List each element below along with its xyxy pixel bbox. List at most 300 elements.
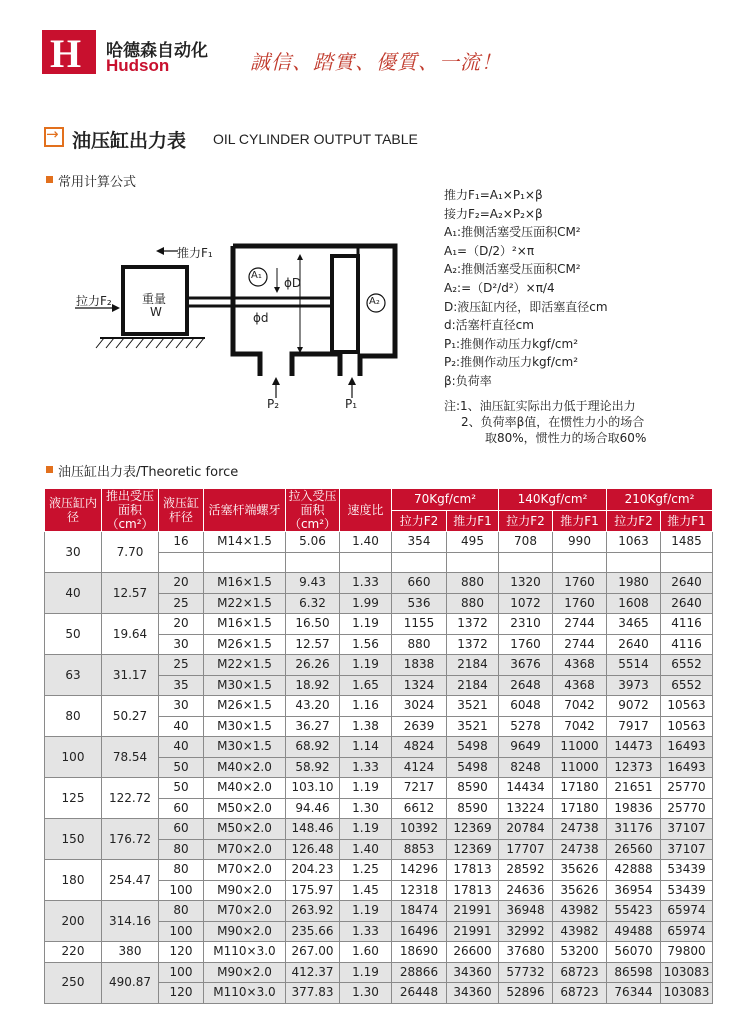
- cell-bore: 250: [45, 962, 102, 1003]
- table-cell: 36954: [607, 880, 661, 901]
- table-cell: 26560: [607, 839, 661, 860]
- table-cell: 43982: [553, 921, 607, 942]
- table-cell: 2184: [447, 675, 499, 696]
- table-cell: 17180: [553, 798, 607, 819]
- table-cell: 880: [447, 593, 499, 614]
- table-cell: M30×1.5: [204, 716, 286, 737]
- table-cell: 1320: [499, 573, 553, 594]
- table-cell: 36.27: [286, 716, 340, 737]
- table-cell: 55423: [607, 901, 661, 922]
- table-cell: 8590: [447, 778, 499, 799]
- table-cell: 58.92: [286, 757, 340, 778]
- table-cell: 3521: [447, 716, 499, 737]
- cell-bore: 100: [45, 737, 102, 778]
- table-cell: 24636: [499, 880, 553, 901]
- table-cell: 1.30: [340, 983, 392, 1004]
- table-cell: 880: [392, 634, 447, 655]
- formula-line: D:液压缸内径，即活塞直径cm: [444, 299, 608, 314]
- table-cell: 1072: [499, 593, 553, 614]
- table-cell: 17813: [447, 860, 499, 881]
- table-cell: 14296: [392, 860, 447, 881]
- table-cell: 18.92: [286, 675, 340, 696]
- formula-line: A₂:推侧活塞受压面积CM²: [444, 262, 581, 277]
- table-cell: M70×2.0: [204, 860, 286, 881]
- table-cell: 32992: [499, 921, 553, 942]
- formula-line: A₁=（D/2）²×π: [444, 243, 535, 258]
- area-a2-label: A₂: [369, 296, 380, 307]
- cell-push-area: 78.54: [102, 737, 159, 778]
- table-cell: M22×1.5: [204, 655, 286, 676]
- table-cell: 2744: [553, 634, 607, 655]
- table-cell: 495: [447, 532, 499, 553]
- table-cell: 25770: [661, 798, 713, 819]
- table-cell: 7042: [553, 696, 607, 717]
- table-cell: 53439: [661, 860, 713, 881]
- table-cell: 536: [392, 593, 447, 614]
- table-cell: 1.19: [340, 655, 392, 676]
- table-cell: 3676: [499, 655, 553, 676]
- table-cell: 34360: [447, 962, 499, 983]
- table-cell: 1.16: [340, 696, 392, 717]
- table-row: [45, 737, 713, 758]
- table-cell: [661, 552, 713, 573]
- table-cell: M16×1.5: [204, 573, 286, 594]
- cell-bore: 40: [45, 573, 102, 614]
- table-row: [45, 901, 713, 922]
- table-cell: [499, 552, 553, 573]
- table-cell: 16496: [392, 921, 447, 942]
- table-cell: 204.23: [286, 860, 340, 881]
- table-heading: 油压缸出力表/Theoretic force: [58, 465, 239, 480]
- table-cell: 80: [159, 839, 204, 860]
- table-cell: 8853: [392, 839, 447, 860]
- table-cell: 6.32: [286, 593, 340, 614]
- note-line: 2、负荷率β值，在惯性力小的场合: [461, 415, 645, 429]
- table-cell: 26.26: [286, 655, 340, 676]
- table-cell: 26600: [447, 942, 499, 963]
- bore-diameter-label: ϕD: [284, 276, 302, 290]
- table-cell: 103083: [661, 962, 713, 983]
- table-cell: 11000: [553, 757, 607, 778]
- table-cell: 18474: [392, 901, 447, 922]
- table-cell: 1372: [447, 634, 499, 655]
- cell-push-area: 7.70: [102, 532, 159, 573]
- table-cell: 28866: [392, 962, 447, 983]
- table-cell: 12373: [607, 757, 661, 778]
- table-cell: 60: [159, 798, 204, 819]
- formula-heading: 常用计算公式: [58, 175, 137, 190]
- table-cell: 126.48: [286, 839, 340, 860]
- header-210: 210Kgf/cm²: [607, 489, 713, 511]
- header-pull: 拉力F2: [392, 510, 447, 532]
- section-title-en: OIL CYLINDER OUTPUT TABLE: [213, 131, 418, 147]
- table-cell: 12318: [392, 880, 447, 901]
- cell-push-area: 19.64: [102, 614, 159, 655]
- table-cell: 21651: [607, 778, 661, 799]
- formula-line: 接力F₂=A₂×P₂×β: [444, 206, 543, 221]
- table-cell: [447, 552, 499, 573]
- cell-bore: 63: [45, 655, 102, 696]
- cell-push-area: 314.16: [102, 901, 159, 942]
- table-cell: [286, 552, 340, 573]
- table-cell: 50: [159, 778, 204, 799]
- table-cell: 57732: [499, 962, 553, 983]
- table-cell: 35626: [553, 860, 607, 881]
- table-row: [45, 573, 713, 594]
- table-cell: M16×1.5: [204, 614, 286, 635]
- formula-line: A₂:=（D²/d²）×π/4: [444, 280, 555, 295]
- table-cell: 12369: [447, 819, 499, 840]
- table-cell: 1.60: [340, 942, 392, 963]
- table-cell: 19836: [607, 798, 661, 819]
- table-cell: 6552: [661, 675, 713, 696]
- table-cell: 1.30: [340, 798, 392, 819]
- table-cell: 79800: [661, 942, 713, 963]
- cell-push-area: 176.72: [102, 819, 159, 860]
- table-cell: 263.92: [286, 901, 340, 922]
- area-a1-label: A₁: [251, 270, 262, 281]
- cell-push-area: 490.87: [102, 962, 159, 1003]
- pressure-p2-label: P₂: [267, 397, 280, 411]
- table-cell: 4824: [392, 737, 447, 758]
- table-row: [45, 942, 713, 963]
- output-table: [44, 488, 713, 1004]
- table-row: [45, 532, 713, 553]
- weight-label: 重量: [142, 292, 167, 306]
- table-cell: 13224: [499, 798, 553, 819]
- table-row: [45, 860, 713, 881]
- brand-name-cn: 哈德森自动化: [106, 41, 208, 61]
- cell-bore: 125: [45, 778, 102, 819]
- table-cell: 17180: [553, 778, 607, 799]
- table-cell: 1980: [607, 573, 661, 594]
- table-cell: 18690: [392, 942, 447, 963]
- formula-line: d:活塞杆直径cm: [444, 318, 534, 333]
- table-cell: 1.19: [340, 901, 392, 922]
- table-cell: 21991: [447, 901, 499, 922]
- table-cell: 5278: [499, 716, 553, 737]
- table-cell: M70×2.0: [204, 901, 286, 922]
- table-cell: 12.57: [286, 634, 340, 655]
- table-cell: 35: [159, 675, 204, 696]
- table-cell: 1.19: [340, 819, 392, 840]
- table-cell: 5498: [447, 737, 499, 758]
- table-cell: 28592: [499, 860, 553, 881]
- table-cell: M14×1.5: [204, 532, 286, 553]
- cell-push-area: 50.27: [102, 696, 159, 737]
- slogan: 誠信、踏實、優質、一流！: [250, 50, 502, 74]
- table-cell: 2640: [661, 593, 713, 614]
- table-cell: 4368: [553, 675, 607, 696]
- table-cell: 708: [499, 532, 553, 553]
- table-cell: M22×1.5: [204, 593, 286, 614]
- table-cell: [553, 552, 607, 573]
- table-cell: 52896: [499, 983, 553, 1004]
- table-cell: 24738: [553, 839, 607, 860]
- cell-push-area: 380: [102, 942, 159, 963]
- table-cell: 5.06: [286, 532, 340, 553]
- table-cell: 80: [159, 901, 204, 922]
- table-cell: 880: [447, 573, 499, 594]
- pull-force-label: 拉力F₂: [76, 294, 112, 308]
- table-cell: 49488: [607, 921, 661, 942]
- table-cell: 3024: [392, 696, 447, 717]
- table-cell: M26×1.5: [204, 634, 286, 655]
- cell-bore: 80: [45, 696, 102, 737]
- table-cell: 100: [159, 921, 204, 942]
- table-cell: 14473: [607, 737, 661, 758]
- cell-push-area: 31.17: [102, 655, 159, 696]
- section-arrow-icon: [44, 127, 64, 147]
- table-cell: 3973: [607, 675, 661, 696]
- table-cell: 26448: [392, 983, 447, 1004]
- formula-line: β:负荷率: [444, 373, 492, 388]
- header-ratio: 速度比: [340, 489, 392, 532]
- table-cell: 354: [392, 532, 447, 553]
- table-cell: 53200: [553, 942, 607, 963]
- cell-bore: 180: [45, 860, 102, 901]
- table-cell: 24738: [553, 819, 607, 840]
- table-cell: 6612: [392, 798, 447, 819]
- table-cell: 4368: [553, 655, 607, 676]
- table-cell: 10563: [661, 716, 713, 737]
- table-cell: 4116: [661, 614, 713, 635]
- table-cell: 120: [159, 983, 204, 1004]
- table-cell: 1.38: [340, 716, 392, 737]
- header-thread: 活塞杆端螺牙: [204, 489, 286, 532]
- table-cell: 8248: [499, 757, 553, 778]
- table-cell: 3465: [607, 614, 661, 635]
- table-cell: 103083: [661, 983, 713, 1004]
- cell-push-area: 122.72: [102, 778, 159, 819]
- table-cell: 25: [159, 655, 204, 676]
- table-cell: 30: [159, 696, 204, 717]
- table-cell: 43982: [553, 901, 607, 922]
- table-cell: 1608: [607, 593, 661, 614]
- table-cell: 1.45: [340, 880, 392, 901]
- table-cell: 16493: [661, 757, 713, 778]
- table-cell: 100: [159, 962, 204, 983]
- header-70: 70Kgf/cm²: [392, 489, 499, 511]
- table-cell: 1324: [392, 675, 447, 696]
- table-row: [45, 962, 713, 983]
- table-cell: 35626: [553, 880, 607, 901]
- table-cell: 42888: [607, 860, 661, 881]
- table-cell: 175.97: [286, 880, 340, 901]
- table-cell: M110×3.0: [204, 983, 286, 1004]
- table-cell: 16: [159, 532, 204, 553]
- table-cell: 36948: [499, 901, 553, 922]
- rod-diameter-label: ϕd: [253, 311, 269, 325]
- bullet-icon: [46, 466, 53, 473]
- note-line: 取80%，惯性力的场合取60%: [485, 431, 647, 445]
- table-cell: 1.40: [340, 532, 392, 553]
- table-cell: 8590: [447, 798, 499, 819]
- table-cell: 7042: [553, 716, 607, 737]
- table-cell: 1760: [553, 593, 607, 614]
- table-cell: 9072: [607, 696, 661, 717]
- table-cell: [340, 552, 392, 573]
- header-bore: 液压缸内径: [45, 489, 102, 532]
- table-cell: 40: [159, 716, 204, 737]
- brand-name-en: Hudson: [106, 56, 170, 75]
- table-cell: 68.92: [286, 737, 340, 758]
- table-cell: 120: [159, 942, 204, 963]
- table-cell: 1.25: [340, 860, 392, 881]
- header-push: 推力F1: [553, 510, 607, 532]
- table-cell: 76344: [607, 983, 661, 1004]
- push-force-label: 推力F₁: [177, 246, 213, 260]
- formula-line: P₂:推侧作动压力kgf/cm²: [444, 355, 579, 370]
- table-cell: 17813: [447, 880, 499, 901]
- table-cell: 5498: [447, 757, 499, 778]
- header-140: 140Kgf/cm²: [499, 489, 607, 511]
- header-push: 推力F1: [447, 510, 499, 532]
- table-cell: 1.14: [340, 737, 392, 758]
- table-cell: 21991: [447, 921, 499, 942]
- table-cell: M26×1.5: [204, 696, 286, 717]
- cell-push-area: 12.57: [102, 573, 159, 614]
- table-cell: 37107: [661, 819, 713, 840]
- table-cell: 1372: [447, 614, 499, 635]
- table-row: [45, 819, 713, 840]
- table-cell: 148.46: [286, 819, 340, 840]
- pressure-p1-label: P₁: [345, 397, 358, 411]
- table-cell: 30: [159, 634, 204, 655]
- table-cell: 1.19: [340, 962, 392, 983]
- table-cell: 50: [159, 757, 204, 778]
- table-cell: M30×1.5: [204, 737, 286, 758]
- table-cell: 86598: [607, 962, 661, 983]
- table-cell: 1.56: [340, 634, 392, 655]
- table-cell: 2310: [499, 614, 553, 635]
- table-cell: M50×2.0: [204, 819, 286, 840]
- table-row: [45, 696, 713, 717]
- table-cell: M110×3.0: [204, 942, 286, 963]
- table-cell: M90×2.0: [204, 880, 286, 901]
- table-cell: 56070: [607, 942, 661, 963]
- table-cell: 2639: [392, 716, 447, 737]
- table-row: [45, 655, 713, 676]
- table-cell: 1760: [499, 634, 553, 655]
- cell-bore: 220: [45, 942, 102, 963]
- table-cell: 31176: [607, 819, 661, 840]
- table-cell: 65974: [661, 921, 713, 942]
- table-cell: 990: [553, 532, 607, 553]
- table-cell: 53439: [661, 880, 713, 901]
- cell-bore: 50: [45, 614, 102, 655]
- table-cell: 1.40: [340, 839, 392, 860]
- table-cell: [392, 552, 447, 573]
- table-cell: 17707: [499, 839, 553, 860]
- formula-list: [444, 186, 608, 391]
- table-cell: [159, 552, 204, 573]
- table-cell: M40×2.0: [204, 757, 286, 778]
- table-cell: 6048: [499, 696, 553, 717]
- table-cell: 60: [159, 819, 204, 840]
- bullet-icon: [46, 176, 53, 183]
- table-cell: 25: [159, 593, 204, 614]
- section-title-cn: 油压缸出力表: [72, 130, 187, 152]
- table-cell: M90×2.0: [204, 921, 286, 942]
- table-cell: 3521: [447, 696, 499, 717]
- table-cell: 2640: [607, 634, 661, 655]
- table-cell: M30×1.5: [204, 675, 286, 696]
- header-pull: 拉力F2: [607, 510, 661, 532]
- table-cell: 37107: [661, 839, 713, 860]
- table-cell: 1063: [607, 532, 661, 553]
- header-push-area: 推出受压面积（cm²）: [102, 489, 159, 532]
- cell-bore: 30: [45, 532, 102, 573]
- table-cell: 4116: [661, 634, 713, 655]
- table-cell: 1838: [392, 655, 447, 676]
- weight-symbol: W: [150, 305, 162, 319]
- table-cell: 267.00: [286, 942, 340, 963]
- table-cell: 12369: [447, 839, 499, 860]
- table-cell: 20: [159, 614, 204, 635]
- table-cell: 20784: [499, 819, 553, 840]
- table-cell: 1.99: [340, 593, 392, 614]
- table-cell: 1485: [661, 532, 713, 553]
- table-cell: [607, 552, 661, 573]
- header-rod: 液压缸杆径: [159, 489, 204, 532]
- table-cell: 5514: [607, 655, 661, 676]
- table-cell: 2648: [499, 675, 553, 696]
- table-cell: 14434: [499, 778, 553, 799]
- table-cell: 10563: [661, 696, 713, 717]
- table-cell: 100: [159, 880, 204, 901]
- table-cell: 235.66: [286, 921, 340, 942]
- table-cell: 16493: [661, 737, 713, 758]
- table-cell: 9649: [499, 737, 553, 758]
- table-body: [45, 532, 713, 1004]
- table-cell: 2640: [661, 573, 713, 594]
- table-cell: 1760: [553, 573, 607, 594]
- table-cell: 1.65: [340, 675, 392, 696]
- table-cell: 68723: [553, 962, 607, 983]
- table-cell: [204, 552, 286, 573]
- table-row: [45, 778, 713, 799]
- table-cell: 660: [392, 573, 447, 594]
- table-cell: M50×2.0: [204, 798, 286, 819]
- cylinder-diagram: [70, 236, 410, 411]
- table-row: [45, 614, 713, 635]
- table-cell: 68723: [553, 983, 607, 1004]
- table-cell: 25770: [661, 778, 713, 799]
- table-cell: 10392: [392, 819, 447, 840]
- formula-line: 推力F₁=A₁×P₁×β: [444, 188, 543, 202]
- note-line: 注:1、油压缸实际出力低于理论出力: [444, 399, 636, 413]
- table-cell: M70×2.0: [204, 839, 286, 860]
- table-cell: 1155: [392, 614, 447, 635]
- formula-line: A₁:推侧活塞受压面积CM²: [444, 225, 581, 240]
- table-cell: 2744: [553, 614, 607, 635]
- table-cell: 80: [159, 860, 204, 881]
- header-push: 推力F1: [661, 510, 713, 532]
- table-cell: 37680: [499, 942, 553, 963]
- table-cell: 16.50: [286, 614, 340, 635]
- table-cell: 2184: [447, 655, 499, 676]
- table-cell: 20: [159, 573, 204, 594]
- table-cell: 43.20: [286, 696, 340, 717]
- table-cell: 1.33: [340, 573, 392, 594]
- table-cell: 34360: [447, 983, 499, 1004]
- header-pull: 拉力F2: [499, 510, 553, 532]
- notes: [444, 398, 646, 446]
- table-cell: 65974: [661, 901, 713, 922]
- table-cell: 1.19: [340, 778, 392, 799]
- cell-bore: 200: [45, 901, 102, 942]
